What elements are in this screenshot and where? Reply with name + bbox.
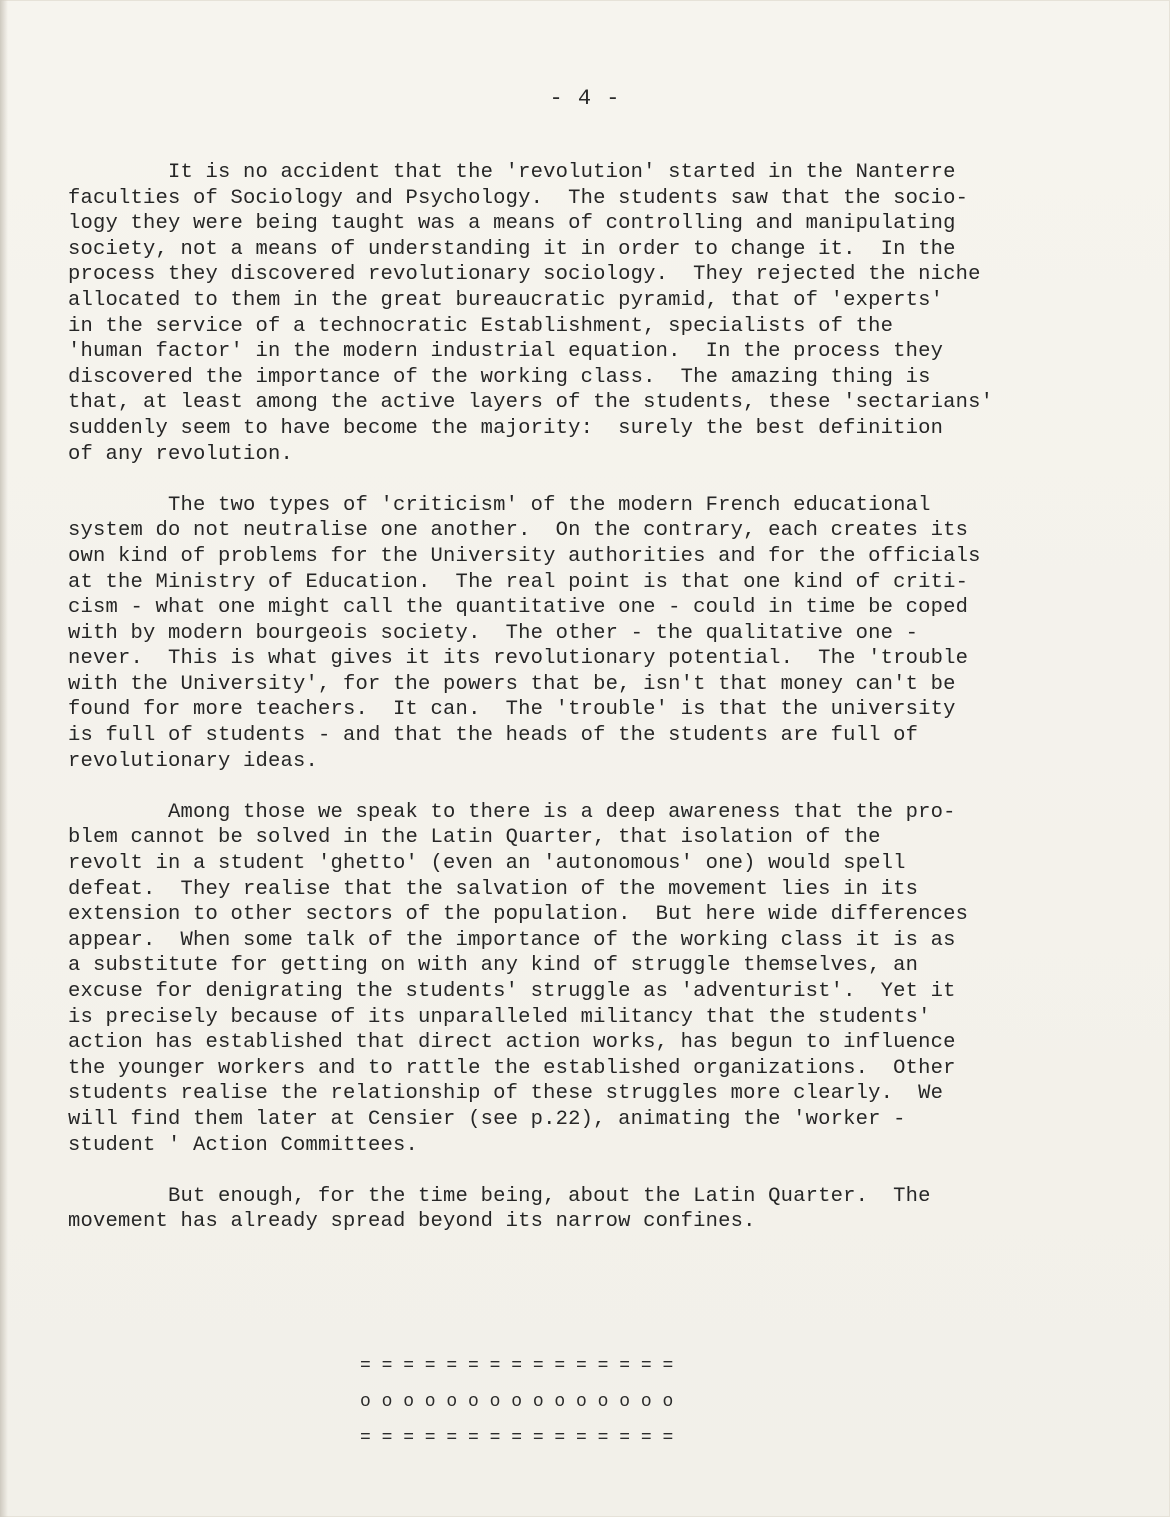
text-line: society, not a means of understanding it in order to change it. In the <box>68 237 956 261</box>
text-line: a substitute for getting on with any kind of struggle themselves, an <box>68 954 919 978</box>
text-line: blem cannot be solved in the Latin Quarter, that isolation of the <box>68 826 881 850</box>
body-text <box>68 160 1088 1261</box>
paragraph-1 <box>68 160 1088 467</box>
text-line: discovered the importance of the working class. The amazing thing is <box>68 365 931 389</box>
text-line: the younger workers and to rattle the established organizations. Other <box>68 1056 956 1080</box>
section-divider <box>360 1336 673 1468</box>
divider-row-middle: o o o o o o o o o o o o o o o <box>360 1392 674 1412</box>
text-line: revolt in a student 'ghetto' (even an 'autonomous' one) would spell <box>68 852 906 876</box>
page-number: - 4 - <box>549 86 621 111</box>
text-line: The two types of 'criticism' of the modern French educational <box>68 493 931 517</box>
text-line: It is no accident that the 'revolution' started in the Nanterre <box>68 161 956 184</box>
text-line: Among those we speak to there is a deep awareness that the pro- <box>68 800 956 824</box>
text-line: logy they were being taught was a means of controlling and manipulating <box>68 212 956 236</box>
text-line: never. This is what gives it its revolutionary potential. The 'trouble <box>68 647 969 671</box>
text-line: will find them later at Censier (see p.22), animating the 'worker - <box>68 1107 906 1131</box>
text-line: 'human factor' in the modern industrial equation. In the process they <box>68 340 944 364</box>
text-line: students realise the relationship of these struggles more clearly. We <box>68 1082 944 1106</box>
text-line: is precisely because of its unparalleled militancy that the students' <box>68 1005 931 1029</box>
text-line: extension to other sectors of the population. But here wide differences <box>68 903 969 927</box>
text-line: found for more teachers. It can. The 'trouble' is that the university <box>68 698 956 722</box>
text-line: excuse for denigrating the students' struggle as 'adventurist'. Yet it <box>68 980 956 1003</box>
divider-row-top: = = = = = = = = = = = = = = = <box>360 1356 674 1376</box>
text-line: movement has already spread beyond its narrow confines. <box>68 1210 756 1234</box>
divider-row-bottom: = = = = = = = = = = = = = = = <box>360 1428 674 1448</box>
text-line: student ' Action Committees. <box>68 1133 419 1157</box>
text-line: process they discovered revolutionary sociology. They rejected the niche <box>68 263 981 287</box>
paragraph-2 <box>68 493 1088 775</box>
text-line: that, at least among the active layers of the students, these 'sectarians' <box>68 391 994 415</box>
paragraph-3 <box>68 800 1088 1158</box>
text-line: in the service of a technocratic Establishment, specialists of the <box>68 314 894 338</box>
text-line: defeat. They realise that the salvation of the movement lies in its <box>68 877 919 901</box>
text-line: at the Ministry of Education. The real point is that one kind of criti- <box>68 570 969 594</box>
text-line: of any revolution. <box>68 442 294 466</box>
text-line: action has established that direct action works, has begun to influence <box>68 1031 956 1055</box>
text-line: cism - what one might call the quantitative one - could in time be coped <box>68 596 969 620</box>
text-line: with the University', for the powers that be, isn't that money can't be <box>68 672 956 696</box>
text-line: allocated to them in the great bureaucratic pyramid, that of 'experts' <box>68 288 944 312</box>
text-line: is full of students - and that the heads of the students are full of <box>68 724 919 748</box>
paragraph-4 <box>68 1184 1088 1235</box>
text-line: suddenly seem to have become the majority: surely the best definition <box>68 416 944 440</box>
text-line: revolutionary ideas. <box>68 749 319 773</box>
text-line: system do not neutralise one another. On the contrary, each creates its <box>68 519 969 543</box>
text-line: appear. When some talk of the importance of the working class it is as <box>68 928 956 952</box>
text-line: But enough, for the time being, about the Latin Quarter. The <box>68 1184 931 1208</box>
text-line: with by modern bourgeois society. The other - the qualitative one - <box>68 621 919 645</box>
page-edge-shadow <box>0 0 8 1517</box>
text-line: faculties of Sociology and Psychology. The students saw that the socio- <box>68 186 969 210</box>
text-line: own kind of problems for the University authorities and for the officials <box>68 544 981 568</box>
